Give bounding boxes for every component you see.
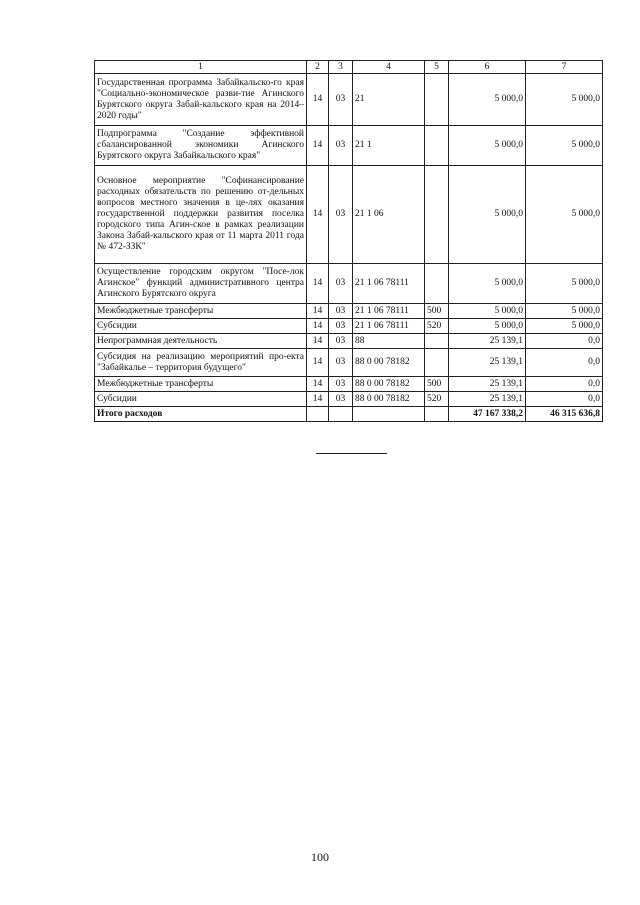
row-subsection: 03 <box>329 349 353 377</box>
row-amount-1: 25 139,1 <box>449 334 526 349</box>
row-section: 14 <box>307 304 329 319</box>
row-amount-2: 0,0 <box>526 334 603 349</box>
row-section: 14 <box>307 74 329 126</box>
row-name: Субсидия на реализацию мероприятий про-екта "Забайкалье – территория будущего" <box>95 349 307 377</box>
row-section: 14 <box>307 126 329 166</box>
table-row <box>95 166 603 264</box>
row-target-article: 21 1 06 78111 <box>353 264 425 304</box>
table-row <box>95 349 603 377</box>
row-expense-type <box>425 334 449 349</box>
row-amount-2: 0,0 <box>526 392 603 407</box>
row-subsection: 03 <box>329 334 353 349</box>
row-amount-1: 5 000,0 <box>449 304 526 319</box>
row-expense-type: 500 <box>425 304 449 319</box>
table-row <box>95 319 603 334</box>
row-name: Подпрограмма "Создание эффективной сбалансированной экономики Агинского Бурятского округа Забайкальского края" <box>95 126 307 166</box>
total-amount-2: 46 315 636,8 <box>526 407 603 422</box>
row-amount-1: 5 000,0 <box>449 166 526 264</box>
row-target-article: 21 1 06 78111 <box>353 319 425 334</box>
row-amount-2: 5 000,0 <box>526 166 603 264</box>
total-amount-1: 47 167 338,2 <box>449 407 526 422</box>
row-amount-1: 5 000,0 <box>449 74 526 126</box>
row-expense-type <box>425 74 449 126</box>
row-target-article: 21 1 <box>353 126 425 166</box>
table-row <box>95 377 603 392</box>
row-amount-1: 25 139,1 <box>449 377 526 392</box>
row-expense-type <box>425 126 449 166</box>
column-number-4: 4 <box>353 61 425 74</box>
column-number-1: 1 <box>95 61 307 74</box>
row-expense-type <box>425 166 449 264</box>
row-target-article: 21 <box>353 74 425 126</box>
row-amount-1: 5 000,0 <box>449 264 526 304</box>
row-name: Субсидии <box>95 319 307 334</box>
budget-expenditure-table <box>94 60 603 422</box>
row-expense-type: 520 <box>425 319 449 334</box>
total-empty-cell <box>307 407 329 422</box>
row-amount-1: 25 139,1 <box>449 349 526 377</box>
row-amount-2: 5 000,0 <box>526 319 603 334</box>
row-target-article: 88 0 00 78182 <box>353 349 425 377</box>
table-row <box>95 392 603 407</box>
row-subsection: 03 <box>329 377 353 392</box>
row-subsection: 03 <box>329 264 353 304</box>
end-divider <box>316 453 387 454</box>
column-number-3: 3 <box>329 61 353 74</box>
row-amount-2: 5 000,0 <box>526 304 603 319</box>
row-name: Государственная программа Забайкальско-го края "Социально-экономическое разви-тие Агинского Бурятского округа Забай-кальского края на 2014–2020 годы" <box>95 74 307 126</box>
row-amount-1: 5 000,0 <box>449 319 526 334</box>
row-section: 14 <box>307 377 329 392</box>
table-row <box>95 126 603 166</box>
row-section: 14 <box>307 166 329 264</box>
row-target-article: 88 0 00 78182 <box>353 392 425 407</box>
table-row <box>95 304 603 319</box>
total-empty-cell <box>329 407 353 422</box>
row-subsection: 03 <box>329 392 353 407</box>
total-empty-cell <box>425 407 449 422</box>
row-amount-2: 5 000,0 <box>526 126 603 166</box>
row-name: Межбюджетные трансферты <box>95 304 307 319</box>
row-section: 14 <box>307 349 329 377</box>
row-expense-type <box>425 349 449 377</box>
table-row <box>95 334 603 349</box>
row-amount-1: 25 139,1 <box>449 392 526 407</box>
row-amount-2: 0,0 <box>526 349 603 377</box>
column-number-6: 6 <box>449 61 526 74</box>
row-section: 14 <box>307 392 329 407</box>
row-amount-2: 5 000,0 <box>526 264 603 304</box>
column-number-7: 7 <box>526 61 603 74</box>
table-row <box>95 74 603 126</box>
row-target-article: 88 <box>353 334 425 349</box>
row-name: Осуществление городским округом "Посе-лок Агинское" функций административного центра Агинского Бурятского округа <box>95 264 307 304</box>
table-header-row <box>95 61 603 74</box>
row-name: Непрограммная деятельность <box>95 334 307 349</box>
row-name: Субсидии <box>95 392 307 407</box>
row-expense-type: 520 <box>425 392 449 407</box>
row-expense-type: 500 <box>425 377 449 392</box>
row-subsection: 03 <box>329 304 353 319</box>
row-name: Межбюджетные трансферты <box>95 377 307 392</box>
table-row <box>95 264 603 304</box>
row-name: Основное мероприятие "Софинансирование расходных обязательств по решению от-дельных вопросов местного значения в це-лях оказания государственной поддержки развития поселка городского типа Агин-ское в рамках реализации Закона Забай-кальского края от 11 марта 2011 года № 472-ЗЗК" <box>95 166 307 264</box>
total-empty-cell <box>353 407 425 422</box>
column-number-2: 2 <box>307 61 329 74</box>
total-row <box>95 407 603 422</box>
row-amount-2: 5 000,0 <box>526 74 603 126</box>
row-target-article: 21 1 06 <box>353 166 425 264</box>
row-section: 14 <box>307 334 329 349</box>
row-amount-2: 0,0 <box>526 377 603 392</box>
total-label: Итого расходов <box>95 407 307 422</box>
row-subsection: 03 <box>329 74 353 126</box>
row-amount-1: 5 000,0 <box>449 126 526 166</box>
column-number-5: 5 <box>425 61 449 74</box>
row-target-article: 88 0 00 78182 <box>353 377 425 392</box>
row-subsection: 03 <box>329 319 353 334</box>
row-target-article: 21 1 06 78111 <box>353 304 425 319</box>
row-expense-type <box>425 264 449 304</box>
row-section: 14 <box>307 319 329 334</box>
row-section: 14 <box>307 264 329 304</box>
row-subsection: 03 <box>329 166 353 264</box>
row-subsection: 03 <box>329 126 353 166</box>
page-number: 100 <box>311 850 329 864</box>
